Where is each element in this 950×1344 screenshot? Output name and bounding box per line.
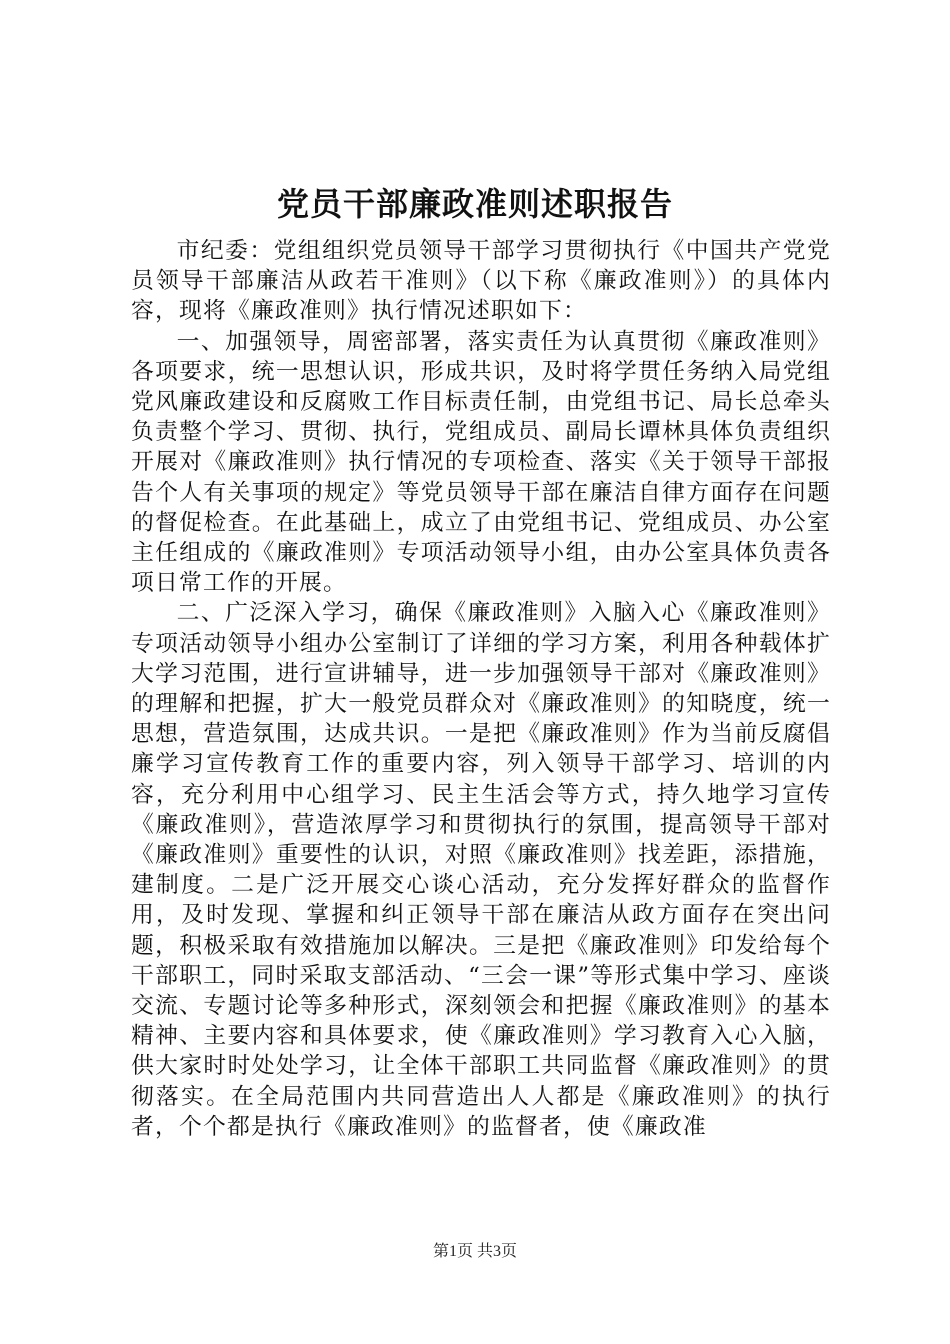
document-body: [131, 236, 831, 1142]
page-number-footer: 第1页 共3页: [432, 1243, 517, 1260]
paragraph-intro: 市纪委：党组组织党员领导干部学习贯彻执行《中国共产党党员领导干部廉洁从政若干准则》（以下称《廉政准则》）的具体内容，现将《廉政准则》执行情况述职如下：: [131, 238, 831, 325]
paragraph-section-one: 一、加强领导，周密部署，落实责任为认真贯彻《廉政准则》各项要求，统一思想认识，形成共识，及时将学贯任务纳入局党组党风廉政建设和反腐败工作目标责任制，由党组书记、局长总牵头负责整个学习、贯彻、执行，党组成员、副局长谭林具体负责组织开展对《廉政准则》执行情况的专项检查、落实《关于领导干部报告个人有关事项的规定》等党员领导干部在廉洁自律方面存在问题的督促检查。在此基础上，成立了由党组书记、党组成员、办公室主任组成的《廉政准则》专项活动领导小组，由办公室具体负责各项日常工作的开展。: [131, 328, 831, 597]
document-title: 党员干部廉政准则述职报告: [276, 185, 673, 223]
paragraph-section-two: 二、广泛深入学习，确保《廉政准则》入脑入心《廉政准则》专项活动领导小组办公室制订了详细的学习方案，利用各种载体扩大学习范围，进行宣讲辅导，进一步加强领导干部对《廉政准则》的理解和把握，扩大一般党员群众对《廉政准则》的知晓度，统一思想，营造氛围，达成共识。一是把《廉政准则》作为当前反腐倡廉学习宣传教育工作的重要内容，列入领导干部学习、培训的内容，充分利用中心组学习、民主生活会等方式，持久地学习宣传《廉政准则》，营造浓厚学习和贯彻执行的氛围，提高领导干部对《廉政准则》重要性的认识，对照《廉政准则》找差距，添措施，建制度。二是广泛开展交心谈心活动，充分发挥好群众的监督作用，及时发现、掌握和纠正领导干部在廉洁从政方面存在突出问题，积极采取有效措施加以解决。三是把《廉政准则》印发给每个干部职工，同时采取支部活动、“三会一课”等形式集中学习、座谈交流、专题讨论等多种形式，深刻领会和把握《廉政准则》的基本精神、主要内容和具体要求，使《廉政准则》学习教育入心入脑，供大家时时处处学习，让全体干部职工共同监督《廉政准则》的贯彻落实。在全局范围内共同营造出人人都是《廉政准则》的执行者，个个都是执行《廉政准则》的监督者，使《廉政准: [131, 600, 831, 1140]
